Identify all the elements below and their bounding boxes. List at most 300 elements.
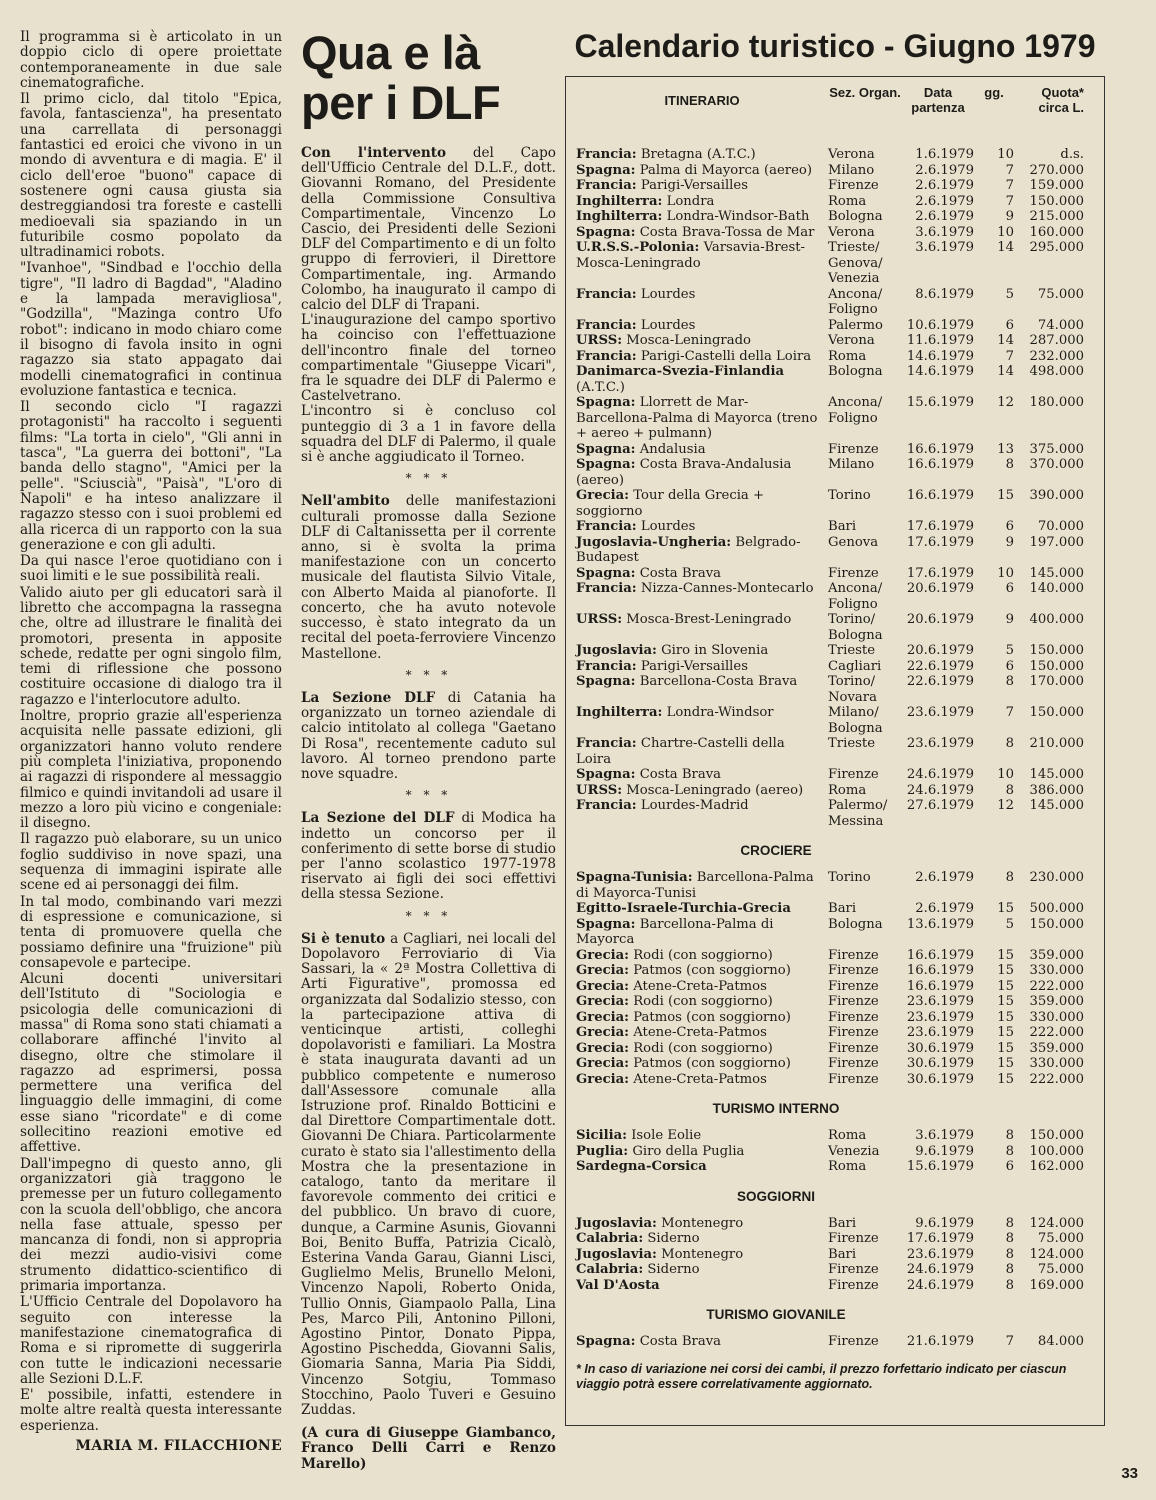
- table-row: [576, 519, 1096, 535]
- days-cell: 5: [1005, 643, 1014, 658]
- days-cell: 6: [1005, 581, 1014, 596]
- section-cell: Palermo: [828, 317, 883, 333]
- route-label: Atene-Creta-Patmos: [629, 1025, 767, 1040]
- table-row: [576, 994, 1096, 1010]
- days-cell: 13: [997, 441, 1014, 457]
- table-row: [576, 1144, 1096, 1160]
- date-cell: 10.6.1979: [906, 317, 974, 333]
- date-cell: 9.6.1979: [915, 1143, 974, 1159]
- section-cell: Ancona/ Foligno: [828, 581, 883, 612]
- table-row: [576, 240, 1096, 287]
- date-cell: 2.6.1979: [915, 178, 974, 193]
- section-cell: Verona: [828, 147, 875, 162]
- country-label: Sicilia:: [576, 1128, 628, 1143]
- route-label: Nizza-Cannes-Montecarlo: [636, 581, 814, 596]
- date-cell: 15.6.1979: [906, 1159, 974, 1174]
- country-label: Jugoslavia:: [576, 643, 657, 658]
- date-cell: 17.6.1979: [906, 519, 974, 534]
- section-cell: Roma: [828, 193, 867, 209]
- itinerary-cell: [576, 209, 828, 225]
- days-cell: 7: [1005, 348, 1014, 364]
- price-cell: 197.000: [1029, 534, 1084, 550]
- route-label: Giro della Puglia: [628, 1143, 745, 1159]
- date-cell: 20.6.1979: [906, 612, 974, 627]
- credit-line: (A cura di Giuseppe Giambanco, Franco Delli Carri e Renzo Marello): [301, 1425, 556, 1472]
- section-cell: Trieste/ Genova/ Venezia: [828, 240, 883, 286]
- section-cell: Roma: [828, 1159, 867, 1174]
- tourist-calendar: [565, 28, 1105, 1426]
- article-paragraph: L'Ufficio Centrale del Dopolavoro ha seguito con interesse la manifestazione cinematografica di Roma e si ripromette di suggerirla con tutte le indicazioni necessarie alle Sezioni D.L.F.: [20, 1294, 282, 1387]
- section-cell: Firenze: [828, 1040, 879, 1056]
- section-cell: Milano/ Bologna: [828, 705, 883, 736]
- days-cell: 7: [1005, 178, 1014, 193]
- days-cell: 14: [997, 364, 1014, 379]
- date-cell: 22.6.1979: [906, 658, 974, 674]
- route-label: Parigi-Versailles: [636, 178, 748, 193]
- country-label: Grecia:: [576, 963, 630, 978]
- price-cell: 370.000: [1029, 457, 1084, 472]
- itinerary-cell: [576, 519, 828, 535]
- header-quota: Quota* circa L.: [1038, 85, 1084, 115]
- section-cell: Firenze: [828, 1056, 879, 1071]
- itinerary-cell: [576, 979, 828, 995]
- table-row: [576, 1056, 1096, 1072]
- table-row: [576, 1278, 1096, 1294]
- country-label: Puglia:: [576, 1143, 629, 1159]
- route-label: Barcellona-Costa Brava: [635, 674, 798, 689]
- itinerary-cell: [576, 1247, 828, 1263]
- date-cell: 23.6.1979: [906, 1009, 974, 1025]
- date-cell: 1.6.1979: [915, 147, 974, 162]
- country-label: Francia:: [576, 178, 637, 193]
- article-paragraph: E' possibile, infatti, estendere in molte altre realtà questa interessante esperienza.: [20, 1387, 282, 1434]
- table-row: [576, 1041, 1096, 1057]
- days-cell: 6: [1005, 1159, 1014, 1174]
- price-cell: 159.000: [1029, 178, 1084, 193]
- section-heading: SOGGIORNI: [736, 1188, 815, 1204]
- price-cell: 162.000: [1029, 1159, 1084, 1174]
- table-row: [576, 643, 1096, 659]
- table-row: [576, 798, 1096, 829]
- section-cell: Firenze: [828, 994, 879, 1009]
- route-label: Chartre-Castelli della Loira: [576, 736, 785, 767]
- date-cell: 20.6.1979: [906, 581, 974, 596]
- section-heading: TURISMO GIOVANILE: [706, 1307, 846, 1322]
- days-cell: 7: [1005, 1334, 1014, 1349]
- country-label: Spagna:: [576, 674, 636, 689]
- price-cell: 222.000: [1029, 978, 1084, 994]
- price-cell: 70.000: [1037, 519, 1084, 534]
- table-row: [576, 659, 1096, 675]
- price-cell: d.s.: [1060, 147, 1084, 162]
- footnote: * In caso di variazione nei corsi dei cambi, il prezzo forfettario indicato per ciascun viaggio potrà essere correlativamente aggiornato.: [576, 1361, 1067, 1391]
- route-label: Londra: [662, 193, 715, 209]
- price-cell: 150.000: [1029, 643, 1084, 658]
- date-cell: 14.6.1979: [906, 348, 974, 364]
- country-label: Grecia:: [576, 1009, 630, 1025]
- news-item-text: di Catania ha organizzato un torneo aziendale di calcio intitolato al collega "Gaetano Di Rosa", recentemente caduto sul lavoro. Al torneo prendono parte nove squadre.: [301, 689, 556, 782]
- date-cell: 2.6.1979: [915, 870, 974, 885]
- date-cell: 16.6.1979: [906, 963, 974, 978]
- section-cell: Verona: [828, 333, 875, 348]
- itinerary-cell: [576, 1144, 828, 1160]
- date-cell: 13.6.1979: [906, 916, 974, 932]
- article-paragraph: Da qui nasce l'eroe quotidiano con i suoi limiti e le sue possibilità reali.: [20, 553, 282, 585]
- route-label: Patmos (con soggiorno): [629, 1009, 791, 1025]
- days-cell: 15: [997, 963, 1014, 978]
- itinerary-cell: [576, 1216, 828, 1232]
- date-cell: 23.6.1979: [906, 1246, 974, 1262]
- days-cell: 15: [997, 1009, 1014, 1025]
- country-label: Spagna-Tunisia:: [576, 870, 693, 885]
- price-cell: 145.000: [1029, 767, 1084, 782]
- section-cell: Torino/ Bologna: [828, 612, 883, 643]
- article-paragraph: Inoltre, proprio grazie all'esperienza acquisita nelle passate edizioni, gli organizzatori hanno voluto rendere più completa l'iniziativa, proponendo ai ragazzi di rispondere al messaggio filmico e quindi invitandoli ad usare il mezzo a loro più vicino e congeniale: il disegno.: [20, 708, 282, 832]
- price-cell: 375.000: [1029, 441, 1084, 457]
- itinerary-cell: [576, 333, 828, 349]
- itinerary-cell: [576, 395, 828, 442]
- route-label: Londra-Windsor-Bath: [662, 209, 810, 224]
- date-cell: 24.6.1979: [906, 1277, 974, 1293]
- country-label: Sardegna-Corsica: [576, 1159, 707, 1174]
- route-label: Patmos (con soggiorno): [629, 1056, 791, 1071]
- date-cell: 30.6.1979: [906, 1071, 974, 1087]
- route-label: Parigi-Castelli della Loira: [636, 348, 812, 364]
- table-row: [576, 1247, 1096, 1263]
- country-label: Francia:: [576, 736, 637, 751]
- news-item-lead: Si è tenuto: [301, 930, 386, 947]
- itinerary-cell: [576, 535, 828, 566]
- country-label: URSS:: [576, 782, 623, 798]
- separator-stars: * * *: [405, 471, 452, 486]
- article-paragraph: Il programma si è articolato in un doppio ciclo di opere proiettate contemporaneamente in due sale cinematografiche.: [20, 29, 282, 91]
- price-cell: 150.000: [1029, 193, 1084, 209]
- days-cell: 8: [1005, 1215, 1014, 1231]
- section-cell: Venezia: [828, 1143, 880, 1159]
- price-cell: 215.000: [1029, 209, 1084, 224]
- section-cell: Firenze: [828, 963, 879, 978]
- calendar-sections: [576, 843, 1096, 1350]
- news-item-lead: La Sezione del DLF: [301, 810, 455, 827]
- price-cell: 500.000: [1029, 901, 1084, 916]
- article-column-cinema: [20, 30, 282, 1454]
- news-items: [301, 146, 556, 1418]
- country-label: Grecia:: [576, 1040, 630, 1056]
- news-item-extra: L'inaugurazione del campo sportivo ha coinciso con l'effettuazione dell'incontro finale del torneo compartimentale "Giuseppe Vicari", fra le squadre dei DLF di Palermo e Castelvetrano.: [301, 312, 556, 405]
- article-column-dlf: [301, 28, 556, 1472]
- itinerary-cell: [576, 1231, 828, 1247]
- date-cell: 2.6.1979: [915, 901, 974, 916]
- route-label: Varsavia-Brest-Mosca-Leningrado: [576, 240, 805, 271]
- country-label: Grecia:: [576, 1025, 630, 1040]
- itinerary-cell: [576, 488, 828, 519]
- table-row: [576, 917, 1096, 948]
- days-cell: 8: [1005, 1128, 1014, 1143]
- days-cell: 7: [1005, 705, 1014, 720]
- table-row: [576, 783, 1096, 799]
- route-label: Lourdes: [636, 519, 696, 534]
- itinerary-cell: [576, 870, 828, 901]
- table-row: [576, 870, 1096, 901]
- price-cell: 270.000: [1029, 162, 1084, 178]
- country-label: Grecia:: [576, 994, 630, 1009]
- itinerary-cell: [576, 798, 828, 829]
- news-item-extra: L'incontro si è concluso col punteggio di 3 a 1 in favore della squadra del DLF di Palermo, il quale si è anche aggiudicato il Torneo.: [301, 403, 556, 466]
- days-cell: 6: [1005, 658, 1014, 674]
- header-data: Data partenza: [911, 85, 965, 115]
- country-label: U.R.S.S.-Polonia:: [576, 240, 700, 255]
- price-cell: 400.000: [1029, 612, 1084, 627]
- itinerary-cell: [576, 705, 828, 736]
- country-label: Grecia:: [576, 947, 630, 963]
- country-label: Egitto-Israele-Turchia-Grecia: [576, 901, 791, 916]
- itinerary-cell: [576, 225, 828, 241]
- days-cell: 14: [997, 333, 1014, 348]
- table-row: [576, 457, 1096, 488]
- country-label: Francia:: [576, 581, 637, 596]
- country-label: URSS:: [576, 612, 623, 627]
- date-cell: 30.6.1979: [906, 1040, 974, 1056]
- date-cell: 23.6.1979: [906, 705, 974, 720]
- country-label: Spagna:: [576, 565, 636, 581]
- route-label: Tour della Grecia + soggiorno: [576, 488, 765, 519]
- news-item-lead: Con l'intervento: [301, 145, 447, 161]
- itinerary-cell: [576, 767, 828, 783]
- table-row: [576, 1010, 1096, 1026]
- article-paragraph: In tal modo, combinando vari mezzi di espressione e comunicazione, si tenta di promuovere quella che possiamo definire una "fruizione" più consapevole e partecipe.: [20, 893, 282, 971]
- price-cell: 222.000: [1029, 1071, 1084, 1087]
- section-cell: Firenze: [828, 1071, 879, 1087]
- calendar-title: Calendario turistico - Giugno 1979: [574, 28, 1096, 64]
- date-cell: 16.6.1979: [906, 978, 974, 994]
- itinerary-cell: [576, 147, 828, 163]
- section-heading: CROCIERE: [740, 843, 812, 858]
- section-cell: Bologna: [828, 364, 883, 379]
- route-label: Lourdes-Madrid: [636, 798, 749, 813]
- article-paragraph: Dall'impegno di questo anno, gli organizzatori già traggono le premesse per un futuro collegamento con la scuola dell'obbligo, che ancora nella fase attuale, spesso per mancanza di fondi, non si appropria dei mezzi audio-visivi come strumento didattico-scientifico di primaria importanza.: [20, 1155, 282, 1295]
- days-cell: 15: [997, 1040, 1014, 1056]
- section-cell: Firenze: [828, 1334, 879, 1349]
- route-label: Rodi (con soggiorno): [629, 994, 773, 1009]
- route-label: Atene-Creta-Patmos: [629, 1071, 767, 1087]
- route-label: Mosca-Leningrado (aereo): [622, 782, 804, 798]
- route-label: Isole Eolie: [627, 1128, 702, 1143]
- days-cell: 8: [1005, 870, 1014, 885]
- article-paragraph: Valido aiuto per gli educatori sarà il libretto che accompagna la rassegna che, oltre ad illustrare le finalità dei promotori, presenta in apposite schede, redatte per ogni singolo film, temi di riflessione che possono costituire occasione di dialogo tra il ragazzo e l'interlocutore adulto.: [20, 584, 282, 708]
- date-cell: 2.6.1979: [915, 162, 974, 178]
- itinerary-cell: [576, 581, 828, 612]
- table-row: [576, 1159, 1096, 1175]
- table-row: [576, 963, 1096, 979]
- country-label: Inghilterra:: [576, 209, 663, 224]
- table-row: [576, 194, 1096, 210]
- price-cell: 75.000: [1037, 1262, 1084, 1277]
- price-cell: 295.000: [1029, 240, 1084, 255]
- section-cell: Torino: [828, 870, 871, 885]
- itinerary-cell: [576, 1072, 828, 1088]
- days-cell: 14: [997, 240, 1014, 255]
- price-cell: 145.000: [1029, 798, 1084, 813]
- price-cell: 124.000: [1029, 1246, 1084, 1262]
- country-label: Francia:: [576, 658, 637, 674]
- route-label: Patmos (con soggiorno): [629, 963, 791, 978]
- country-label: Francia:: [576, 286, 637, 302]
- price-cell: 74.000: [1037, 317, 1084, 333]
- itinerary-cell: [576, 442, 828, 458]
- article-paragraph: Alcuni docenti universitari dell'Istituto di "Sociologia e psicologia delle comunicazioni di massa" di Roma sono stati chiamati a collaborare affinché l'invito al disegno, oltre che stimolare il ragazzo ad esprimersi, possa permettere una verifica del linguaggio delle immagini, di come esse siano "ricordate" e di come sollecitino reazioni emotive ed affettive.: [20, 971, 282, 1156]
- date-cell: 27.6.1979: [906, 798, 974, 813]
- days-cell: 15: [997, 488, 1014, 503]
- section-cell: Bari: [828, 1246, 857, 1262]
- section-cell: Bari: [828, 901, 857, 916]
- route-label: Costa Brava: [635, 1334, 722, 1349]
- news-item: [301, 494, 556, 661]
- itinerary-cell: [576, 349, 828, 365]
- article-body: [20, 30, 282, 1434]
- route-label: Lourdes: [636, 317, 696, 333]
- country-label: Inghilterra:: [576, 193, 663, 209]
- section-cell: Roma: [828, 1128, 867, 1143]
- section-cell: Firenze: [828, 978, 879, 994]
- table-row: [576, 566, 1096, 582]
- article-paragraph: Il secondo ciclo "I ragazzi protagonisti" ha raccolto i seguenti films: "La torta in cielo", "Gli anni in tasca", "La guerra dei bottoni", "La banda dello stagno", "Amici per la pelle". "Sciuscià", "Paisà", "L'oro di Napoli" e ha inteso analizzare il ragazzo stesso con i suoi problemi ed alla ricerca di un rapporto con la sua generazione e con gli adulti.: [20, 399, 282, 553]
- section-cell: Bari: [828, 1215, 857, 1231]
- table-row: [576, 1262, 1096, 1278]
- table-row: [576, 581, 1096, 612]
- country-label: Francia:: [576, 798, 637, 813]
- section-cell: Torino/ Novara: [828, 674, 877, 705]
- section-cell: Cagliari: [828, 658, 882, 674]
- date-cell: 3.6.1979: [915, 1128, 974, 1143]
- itinerary-cell: [576, 1010, 828, 1026]
- price-cell: 169.000: [1029, 1277, 1084, 1293]
- days-cell: 7: [1005, 193, 1014, 209]
- table-row: [576, 535, 1096, 566]
- itinerary-cell: [576, 612, 828, 643]
- section-cell: Bologna: [828, 209, 883, 224]
- header-giorni: gg.: [984, 85, 1004, 100]
- price-cell: 359.000: [1029, 994, 1084, 1009]
- price-cell: 180.000: [1029, 395, 1084, 410]
- section-cell: Torino: [828, 488, 871, 503]
- days-cell: 8: [1005, 1246, 1014, 1262]
- date-cell: 20.6.1979: [906, 643, 974, 658]
- table-row: [576, 1025, 1096, 1041]
- section-cell: Verona: [828, 224, 875, 240]
- route-label: Parigi-Versailles: [636, 658, 748, 674]
- table-row: [576, 767, 1096, 783]
- date-cell: 17.6.1979: [906, 1231, 974, 1246]
- date-cell: 22.6.1979: [906, 674, 974, 689]
- calendar-main-rows: [576, 147, 1096, 829]
- price-cell: 150.000: [1029, 916, 1084, 932]
- news-item: [301, 146, 556, 313]
- itinerary-cell: [576, 963, 828, 979]
- price-cell: 330.000: [1029, 1056, 1084, 1071]
- country-label: Jugoslavia:: [576, 1246, 657, 1262]
- separator-stars: * * *: [405, 667, 452, 682]
- news-item: [301, 691, 556, 782]
- section-heading: TURISMO INTERNO: [712, 1101, 840, 1116]
- table-row: [576, 349, 1096, 365]
- country-label: Calabria:: [576, 1262, 644, 1277]
- days-cell: 15: [997, 994, 1014, 1009]
- route-label: Montenegro: [656, 1215, 744, 1231]
- news-item: [301, 932, 556, 1419]
- itinerary-cell: [576, 736, 828, 767]
- article-paragraph: Il primo ciclo, dal titolo "Epica, favola, fantascienza", ha presentato una carrellata di personaggi fantastici ed eroici che vivono in un mondo di avventura e di magia. E' il ciclo dell'eroe "buono" capace di sostenere ogni causa giusta sia destreggiandosi tra foreste e castelli medioevali sia spaziando in un futuribile cosmo popolato da ultradinamici robots.: [20, 91, 282, 261]
- route-label: (A.T.C.): [576, 379, 625, 395]
- news-item-text: a Cagliari, nei locali del Dopolavoro Ferroviario di Via Sassari, la « 2ª Mostra Collettiva di Arti Figurative", promossa ed organizzata dal Sodalizio stesso, con la partecipazione attiva di venticinque artisti, colleghi dopolavoristi e familiari. La Mostra è stata inaugurata davanti ad un pubblico competente e numeroso dall'Assessore comunale alla Istruzione prof. Rinaldo Botticini e dal Direttore Compartimentale dott. Giovanni De Chiara. Particolarmente curato è stato sia l'allestimento della Mostra che la presentazione in catalogo, tanto da meritare il favorevole commento dei critici e del pubblico. Un bravo di cuore, dunque, a Carmine Asunis, Giovanni Boi, Benito Buffa, Patrizia Cicalò, Esterina Vanda Garau, Gianni Lisci, Guglielmo Melis, Brunello Meloni, Vincenzo Napoli, Roberto Onida, Tullio Onnis, Giampaolo Palla, Lina Pes, Marco Pili, Antonino Pilloni, Agostino Pintor, Donato Pippa, Agostino Pischedda, Giovanni Salis, Giomaria Sanna, Maria Pia Siddi, Vincenzo Sotgiu, Tommaso Stocchino, Paolo Tuveri e Gesuino Zuddas.: [301, 930, 556, 1419]
- price-cell: 330.000: [1029, 1009, 1084, 1025]
- date-cell: 24.6.1979: [906, 1262, 974, 1277]
- itinerary-cell: [576, 566, 828, 582]
- date-cell: 15.6.1979: [906, 395, 974, 410]
- itinerary-cell: [576, 364, 828, 395]
- price-cell: 150.000: [1029, 705, 1084, 720]
- news-item-lead: Nell'ambito: [301, 493, 390, 510]
- days-cell: 5: [1005, 286, 1014, 302]
- days-cell: 6: [1005, 317, 1014, 333]
- itinerary-cell: [576, 1278, 828, 1294]
- section-cell: Firenze: [828, 1009, 879, 1025]
- itinerary-cell: [576, 674, 828, 705]
- days-cell: 10: [997, 565, 1014, 581]
- country-label: Grecia:: [576, 1071, 630, 1087]
- date-cell: 23.6.1979: [906, 994, 974, 1009]
- headline: Qua e là per i DLF: [301, 26, 501, 129]
- country-label: Jugoslavia:: [576, 1215, 657, 1231]
- route-label: Mosca-Leningrado: [622, 333, 751, 348]
- table-row: [576, 147, 1096, 163]
- date-cell: 21.6.1979: [906, 1334, 974, 1349]
- country-label: Inghilterra:: [576, 705, 663, 720]
- date-cell: 2.6.1979: [915, 209, 974, 224]
- section-cell: Firenze: [828, 441, 879, 457]
- days-cell: 9: [1005, 209, 1014, 224]
- country-label: Spagna:: [576, 395, 636, 410]
- days-cell: 8: [1005, 674, 1014, 689]
- header-sezione: Sez. Organ.: [829, 85, 901, 100]
- route-label: Andalusia: [635, 441, 706, 457]
- section-cell: Trieste: [828, 643, 875, 658]
- price-cell: 150.000: [1029, 658, 1084, 674]
- days-cell: 8: [1005, 1262, 1014, 1277]
- itinerary-cell: [576, 287, 828, 318]
- days-cell: 15: [997, 1025, 1014, 1040]
- route-label: Lourdes: [636, 286, 696, 302]
- days-cell: 15: [997, 947, 1014, 963]
- itinerary-cell: [576, 318, 828, 334]
- itinerary-cell: [576, 1056, 828, 1072]
- route-label: Palma di Mayorca (aereo): [635, 162, 812, 178]
- table-row: [576, 1231, 1096, 1247]
- itinerary-cell: [576, 917, 828, 948]
- price-cell: 359.000: [1029, 947, 1084, 963]
- country-label: Grecia:: [576, 1056, 630, 1071]
- days-cell: 12: [997, 395, 1014, 410]
- country-label: Grecia:: [576, 978, 630, 994]
- itinerary-cell: [576, 994, 828, 1010]
- route-label: Barcellona-Palma di Mayorca: [576, 916, 774, 947]
- section-cell: Firenze: [828, 178, 879, 193]
- date-cell: 24.6.1979: [906, 767, 974, 782]
- itinerary-cell: [576, 1262, 828, 1278]
- price-cell: 210.000: [1029, 736, 1084, 751]
- date-cell: 16.6.1979: [906, 488, 974, 503]
- table-row: [576, 705, 1096, 736]
- itinerary-cell: [576, 457, 828, 488]
